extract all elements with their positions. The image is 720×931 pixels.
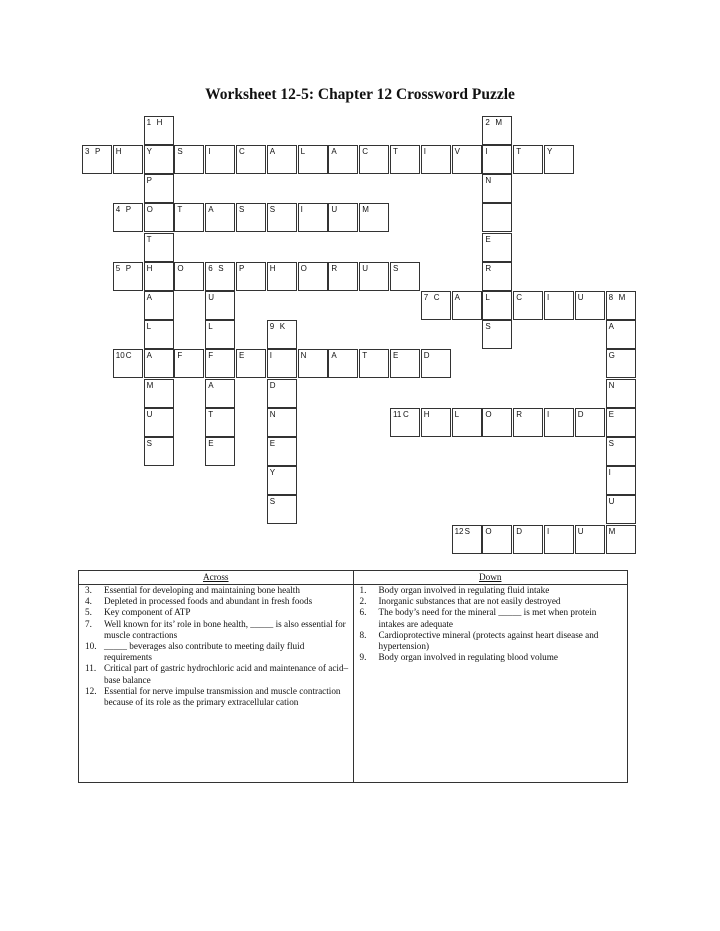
across-clue-list bbox=[79, 585, 353, 708]
cell-letter: E bbox=[393, 351, 399, 361]
cell-letter: N bbox=[269, 409, 276, 419]
crossword-cell bbox=[144, 408, 174, 437]
cell-letter: Y bbox=[146, 147, 152, 156]
clue-number: 10. bbox=[85, 641, 97, 652]
clue-text: The body’s need for the mineral _____ is met when protein intakes are adequate bbox=[378, 607, 597, 629]
crossword-cell bbox=[144, 145, 174, 174]
cell-letter: L bbox=[208, 322, 213, 332]
cell-letter: I bbox=[547, 293, 550, 302]
clue-number: 6 bbox=[208, 263, 213, 273]
crossword-cell bbox=[482, 408, 512, 437]
clue-text: Body organ involved in regulating fluid intake bbox=[378, 585, 550, 595]
crossword-cell bbox=[267, 145, 297, 174]
crossword-cell bbox=[544, 408, 574, 437]
crossword-cell bbox=[575, 525, 605, 554]
down-clue bbox=[354, 607, 628, 629]
crossword-cell bbox=[452, 291, 482, 320]
crossword-cell bbox=[267, 320, 297, 349]
cell-letter: I bbox=[269, 351, 273, 361]
cell-letter: U bbox=[362, 263, 368, 273]
crossword-cell bbox=[421, 291, 451, 320]
crossword-cell bbox=[236, 145, 266, 174]
crossword-cell bbox=[205, 145, 235, 174]
clue-number: 3 bbox=[85, 147, 90, 156]
cell-letter: T bbox=[362, 351, 368, 361]
cell-letter: O bbox=[177, 263, 184, 273]
cell-letter: P bbox=[125, 205, 132, 215]
cell-letter: M bbox=[146, 380, 154, 390]
cell-letter: O bbox=[146, 205, 153, 215]
cell-letter: F bbox=[208, 351, 214, 361]
cell-letter: R bbox=[485, 263, 492, 273]
crossword-cell bbox=[482, 525, 512, 554]
crossword-cell bbox=[482, 203, 512, 232]
crossword-cell bbox=[113, 262, 143, 291]
down-clue bbox=[354, 585, 628, 596]
clue-number: 7. bbox=[85, 618, 92, 629]
cell-letter: D bbox=[269, 380, 276, 390]
cell-letter: I bbox=[608, 468, 611, 478]
cell-letter: V bbox=[454, 147, 460, 156]
cell-letter: S bbox=[269, 497, 276, 507]
crossword-cell bbox=[452, 525, 482, 554]
cell-letter: I bbox=[485, 147, 488, 156]
cell-letter: O bbox=[300, 263, 307, 273]
cell-letter: M bbox=[608, 526, 616, 536]
crossword-cell bbox=[205, 262, 235, 291]
cell-letter: O bbox=[485, 526, 492, 536]
cell-letter: K bbox=[279, 322, 286, 332]
crossword-cell bbox=[174, 203, 204, 232]
clue-text: Inorganic substances that are not easily destroyed bbox=[378, 596, 561, 607]
clue-number: 12 bbox=[454, 526, 464, 536]
crossword-cell bbox=[267, 466, 297, 495]
crossword-cell bbox=[606, 525, 636, 554]
crossword-cell bbox=[144, 203, 174, 232]
cell-letter: A bbox=[208, 205, 214, 215]
across-clue bbox=[79, 585, 353, 596]
crossword-cell bbox=[452, 408, 482, 437]
clue-text: Key component of ATP bbox=[104, 607, 191, 618]
cell-letter: H bbox=[146, 263, 153, 273]
crossword-cell bbox=[359, 262, 389, 291]
crossword-cell bbox=[328, 203, 358, 232]
crossword-cell bbox=[205, 320, 235, 349]
clue-text: _____ beverages also contribute to meeting daily fluid requirements bbox=[104, 641, 305, 663]
cell-letter: L bbox=[485, 293, 490, 302]
crossword-cell bbox=[482, 291, 512, 320]
cell-letter: T bbox=[393, 147, 398, 156]
crossword-cell bbox=[144, 262, 174, 291]
cell-letter: I bbox=[300, 205, 303, 215]
crossword-cell bbox=[144, 349, 174, 378]
crossword-cell bbox=[482, 116, 512, 145]
crossword-cell bbox=[236, 349, 266, 378]
crossword-cell bbox=[144, 379, 174, 408]
crossword-cell bbox=[144, 174, 174, 203]
clue-number: 5 bbox=[115, 263, 121, 273]
cell-letter: A bbox=[269, 147, 276, 156]
down-clue bbox=[354, 630, 628, 652]
crossword-cell bbox=[298, 262, 328, 291]
clue-number: 1. bbox=[359, 585, 367, 595]
down-clue bbox=[354, 596, 628, 607]
cell-letter: S bbox=[218, 263, 224, 273]
crossword-cell bbox=[606, 291, 636, 320]
down-clue-list bbox=[354, 585, 628, 663]
clue-text: Essential for nerve impulse transmission and muscle contraction because of its role as the primary extracellular cation bbox=[104, 685, 341, 708]
crossword-cell bbox=[359, 349, 389, 378]
crossword-cell bbox=[390, 262, 420, 291]
crossword-cell bbox=[575, 291, 605, 320]
crossword-cell bbox=[144, 437, 174, 466]
cell-letter: S bbox=[464, 526, 470, 536]
crossword-cell bbox=[328, 145, 358, 174]
cell-letter: N bbox=[608, 380, 615, 390]
cell-letter: A bbox=[146, 351, 152, 361]
crossword-cell bbox=[513, 408, 543, 437]
crossword-cell bbox=[144, 116, 174, 145]
crossword-cell bbox=[298, 349, 328, 378]
crossword-cell bbox=[205, 408, 235, 437]
clue-number: 9. bbox=[359, 652, 367, 663]
crossword-cell bbox=[359, 203, 389, 232]
across-clue bbox=[79, 663, 353, 685]
cell-letter: H bbox=[156, 117, 163, 127]
cell-letter: A bbox=[331, 351, 337, 361]
crossword-cell bbox=[267, 495, 297, 524]
crossword-cell bbox=[606, 379, 636, 408]
cell-letter: S bbox=[393, 263, 399, 273]
cell-letter: I bbox=[547, 526, 550, 536]
cell-letter: A bbox=[208, 380, 214, 390]
cell-letter: C bbox=[516, 293, 522, 302]
clue-text: Critical part of gastric hydrochloric acid and maintenance of acid–base balance bbox=[104, 663, 349, 685]
cell-letter: R bbox=[516, 409, 522, 419]
crossword-cell bbox=[513, 291, 543, 320]
clue-text: Cardioprotective mineral (protects against heart disease and hypertension) bbox=[378, 629, 599, 652]
cell-letter: C bbox=[362, 147, 368, 156]
crossword-cell bbox=[267, 408, 297, 437]
crossword-cell bbox=[359, 145, 389, 174]
cell-letter: L bbox=[146, 322, 152, 332]
crossword-cell bbox=[267, 349, 297, 378]
clue-number: 8 bbox=[608, 293, 614, 302]
cell-letter: S bbox=[239, 205, 245, 215]
cell-letter: H bbox=[115, 147, 122, 156]
crossword-cell bbox=[267, 379, 297, 408]
clue-number: 11. bbox=[85, 663, 97, 674]
crossword-cell bbox=[390, 145, 420, 174]
cell-letter: M bbox=[618, 293, 626, 302]
down-clue bbox=[354, 652, 628, 663]
cell-letter: T bbox=[146, 234, 152, 244]
cell-letter: Y bbox=[269, 468, 276, 478]
clue-number: 12. bbox=[85, 685, 97, 696]
crossword-cell bbox=[606, 495, 636, 524]
cell-letter: N bbox=[485, 176, 492, 186]
crossword-cell bbox=[113, 349, 143, 378]
crossword-cell bbox=[575, 408, 605, 437]
crossword-cell bbox=[544, 145, 574, 174]
cell-letter: U bbox=[331, 205, 338, 215]
crossword-cell bbox=[513, 145, 543, 174]
crossword-cell bbox=[328, 262, 358, 291]
crossword-cell bbox=[205, 379, 235, 408]
cell-letter: S bbox=[269, 205, 276, 215]
crossword-cell bbox=[328, 349, 358, 378]
crossword-cell bbox=[482, 145, 512, 174]
cell-letter: D bbox=[577, 409, 584, 419]
crossword-cell bbox=[452, 145, 482, 174]
clue-number: 3. bbox=[85, 585, 92, 595]
cell-letter: T bbox=[208, 409, 214, 419]
cell-letter: E bbox=[269, 439, 276, 448]
crossword-cell bbox=[544, 525, 574, 554]
clue-text: Well known for its’ role in bone health, _____ is also essential for muscle contractions bbox=[104, 618, 346, 640]
crossword-cell bbox=[421, 145, 451, 174]
cell-letter: U bbox=[208, 293, 214, 302]
crossword-cell bbox=[421, 408, 451, 437]
clue-number: 2. bbox=[359, 596, 367, 607]
across-clue bbox=[79, 619, 353, 641]
crossword-cell bbox=[205, 203, 235, 232]
cell-letter: L bbox=[454, 409, 460, 419]
cell-letter: Y bbox=[547, 147, 553, 156]
crossword-cell bbox=[298, 145, 328, 174]
cell-letter: I bbox=[208, 147, 211, 156]
clue-number: 1 bbox=[146, 117, 152, 127]
crossword-cell bbox=[236, 262, 266, 291]
cell-letter: A bbox=[608, 322, 614, 332]
crossword-cell bbox=[113, 203, 143, 232]
cell-letter: T bbox=[516, 147, 522, 156]
crossword-cell bbox=[267, 437, 297, 466]
crossword-cell bbox=[390, 349, 420, 378]
cell-letter: E bbox=[608, 409, 614, 419]
crossword-cell bbox=[482, 320, 512, 349]
worksheet-title: Worksheet 12-5: Chapter 12 Crossword Puzzle bbox=[205, 86, 515, 103]
down-column bbox=[353, 571, 628, 782]
cell-letter: O bbox=[485, 409, 492, 419]
crossword-cell bbox=[267, 203, 297, 232]
crossword-cell bbox=[174, 349, 204, 378]
cell-letter: C bbox=[433, 293, 440, 302]
cell-letter: E bbox=[239, 351, 245, 361]
cell-letter: T bbox=[177, 205, 183, 215]
crossword-cell bbox=[606, 320, 636, 349]
crossword-cell bbox=[482, 174, 512, 203]
cell-letter: U bbox=[577, 526, 584, 536]
cell-letter: G bbox=[608, 351, 615, 361]
crossword-cell bbox=[82, 145, 112, 174]
crossword-cell bbox=[606, 466, 636, 495]
crossword-cell bbox=[482, 262, 512, 291]
crossword-cell bbox=[482, 233, 512, 262]
clue-number: 7 bbox=[423, 293, 429, 302]
across-clue bbox=[79, 686, 353, 708]
crossword-cell bbox=[513, 525, 543, 554]
crossword-cell bbox=[421, 349, 451, 378]
crossword-cell bbox=[113, 145, 143, 174]
clue-text: Depleted in processed foods and abundant in fresh foods bbox=[104, 596, 313, 607]
cell-letter: U bbox=[608, 497, 615, 507]
crossword-cell bbox=[544, 291, 574, 320]
clue-table bbox=[78, 570, 628, 783]
clue-number: 4 bbox=[115, 205, 121, 215]
cell-letter: A bbox=[331, 147, 337, 156]
cell-letter: E bbox=[208, 439, 214, 448]
cell-letter: D bbox=[423, 351, 430, 361]
crossword-cell bbox=[298, 203, 328, 232]
clue-text: Essential for developing and maintaining bone health bbox=[104, 585, 300, 595]
crossword-cell bbox=[390, 408, 420, 437]
cell-letter: C bbox=[125, 351, 132, 361]
crossword-cell bbox=[606, 408, 636, 437]
cell-letter: L bbox=[300, 147, 306, 156]
cell-letter: P bbox=[146, 176, 152, 186]
cell-letter: P bbox=[125, 263, 132, 273]
cell-letter: F bbox=[177, 351, 183, 361]
crossword-cell bbox=[606, 437, 636, 466]
across-header: Across bbox=[79, 571, 353, 585]
clue-number: 10 bbox=[115, 351, 125, 361]
clue-number: 8. bbox=[359, 629, 367, 640]
crossword-cell bbox=[205, 437, 235, 466]
crossword-cell bbox=[144, 233, 174, 262]
down-header: Down bbox=[354, 571, 628, 585]
clue-number: 6. bbox=[359, 607, 367, 618]
cell-letter: C bbox=[403, 409, 409, 419]
cell-letter: E bbox=[485, 234, 491, 244]
across-clue bbox=[79, 641, 353, 663]
crossword-cell bbox=[606, 349, 636, 378]
crossword-cell bbox=[267, 262, 297, 291]
crossword-cell bbox=[236, 203, 266, 232]
across-clue bbox=[79, 607, 353, 618]
cell-letter: H bbox=[269, 263, 276, 273]
crossword-cell bbox=[144, 320, 174, 349]
cell-letter: I bbox=[423, 147, 427, 156]
cell-letter: S bbox=[608, 439, 614, 448]
cell-letter: U bbox=[577, 293, 584, 302]
crossword-cell bbox=[144, 291, 174, 320]
cell-letter: H bbox=[423, 409, 430, 419]
cell-letter: C bbox=[239, 147, 245, 156]
across-column bbox=[79, 571, 353, 782]
clue-number: 11 bbox=[393, 409, 402, 419]
clue-number: 4. bbox=[85, 596, 92, 607]
cell-letter: N bbox=[300, 351, 307, 361]
crossword-cell bbox=[174, 262, 204, 291]
cell-letter: R bbox=[331, 263, 338, 273]
cell-letter: P bbox=[239, 263, 245, 273]
cell-letter: S bbox=[146, 439, 152, 448]
clue-number: 9 bbox=[269, 322, 275, 332]
clue-number: 5. bbox=[85, 607, 92, 618]
cell-letter: S bbox=[177, 147, 183, 156]
cell-letter: A bbox=[454, 293, 460, 302]
cell-letter: U bbox=[146, 409, 153, 419]
clue-text: Body organ involved in regulating blood volume bbox=[378, 652, 558, 663]
crossword-cell bbox=[174, 145, 204, 174]
cell-letter: P bbox=[95, 147, 101, 156]
cell-letter: M bbox=[495, 117, 503, 127]
cell-letter: D bbox=[516, 526, 522, 536]
crossword-cell bbox=[205, 349, 235, 378]
crossword-cell bbox=[205, 291, 235, 320]
cell-letter: I bbox=[547, 409, 550, 419]
cell-letter: M bbox=[362, 205, 369, 215]
across-clue bbox=[79, 596, 353, 607]
clue-number: 2 bbox=[485, 117, 490, 127]
cell-letter: A bbox=[146, 293, 152, 302]
cell-letter: S bbox=[485, 322, 491, 332]
